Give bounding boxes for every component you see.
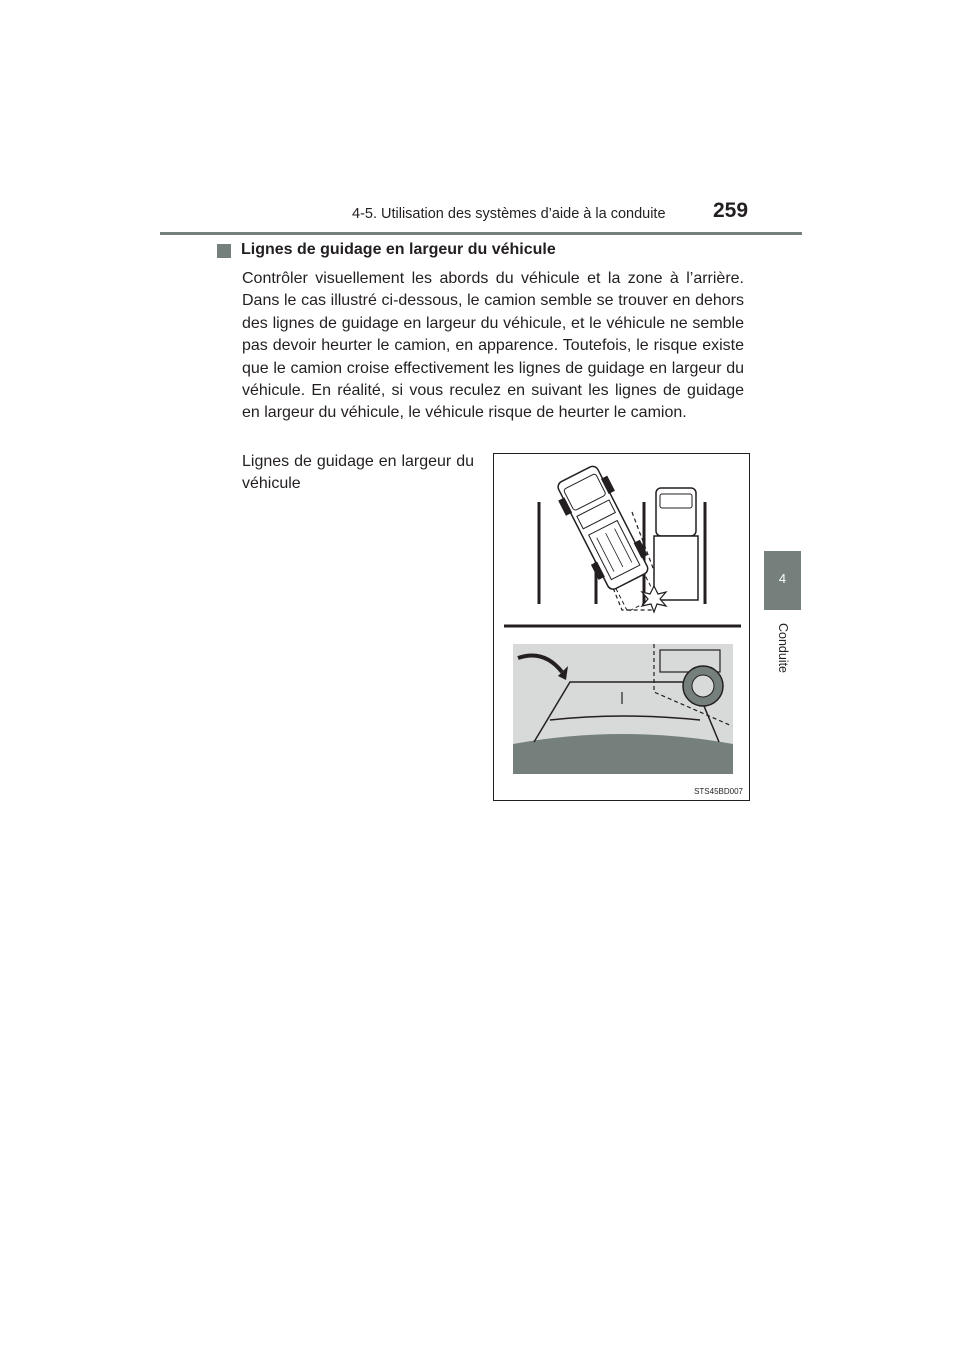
monitor-ground xyxy=(513,734,733,774)
chapter-label-text: Conduite xyxy=(776,622,790,674)
square-bullet-icon xyxy=(217,244,231,258)
chapter-label xyxy=(775,618,791,678)
page-number: 259 xyxy=(713,199,749,222)
figure-code: STS45BD007 xyxy=(694,787,743,796)
illustration-figure xyxy=(493,453,750,801)
section-heading: Lignes de guidage en largeur du véhicule xyxy=(241,241,556,258)
header-divider xyxy=(160,232,802,235)
body-paragraph: Contrôler visuellement les abords du véhicule et la zone à l’arrière. Dans le cas illustré ci-dessous, le camion semble se trouver en dehors des lignes de guidage en largeur du véhicule, et le véhicule ne semble pas devoir heurter le camion, en apparence. Toutefois, le risque existe que le camion croise effectivement les lignes de guidage en largeur du véhicule. En réalité, si vous reculez en suivant les lignes de guidage en largeur du véhicule, le véhicule risque de heurter le camion. xyxy=(242,270,744,422)
figure-caption: Lignes de guidage en largeur du véhicule xyxy=(242,453,474,493)
chapter-number: 4 xyxy=(778,571,787,586)
parked-truck-icon xyxy=(654,488,698,600)
parking-lot-diagram xyxy=(539,462,705,617)
header-section-title: 4-5. Utilisation des systèmes d’aide à la conduite xyxy=(352,206,666,222)
camera-monitor-view xyxy=(513,644,733,774)
parking-illustration xyxy=(494,454,749,800)
